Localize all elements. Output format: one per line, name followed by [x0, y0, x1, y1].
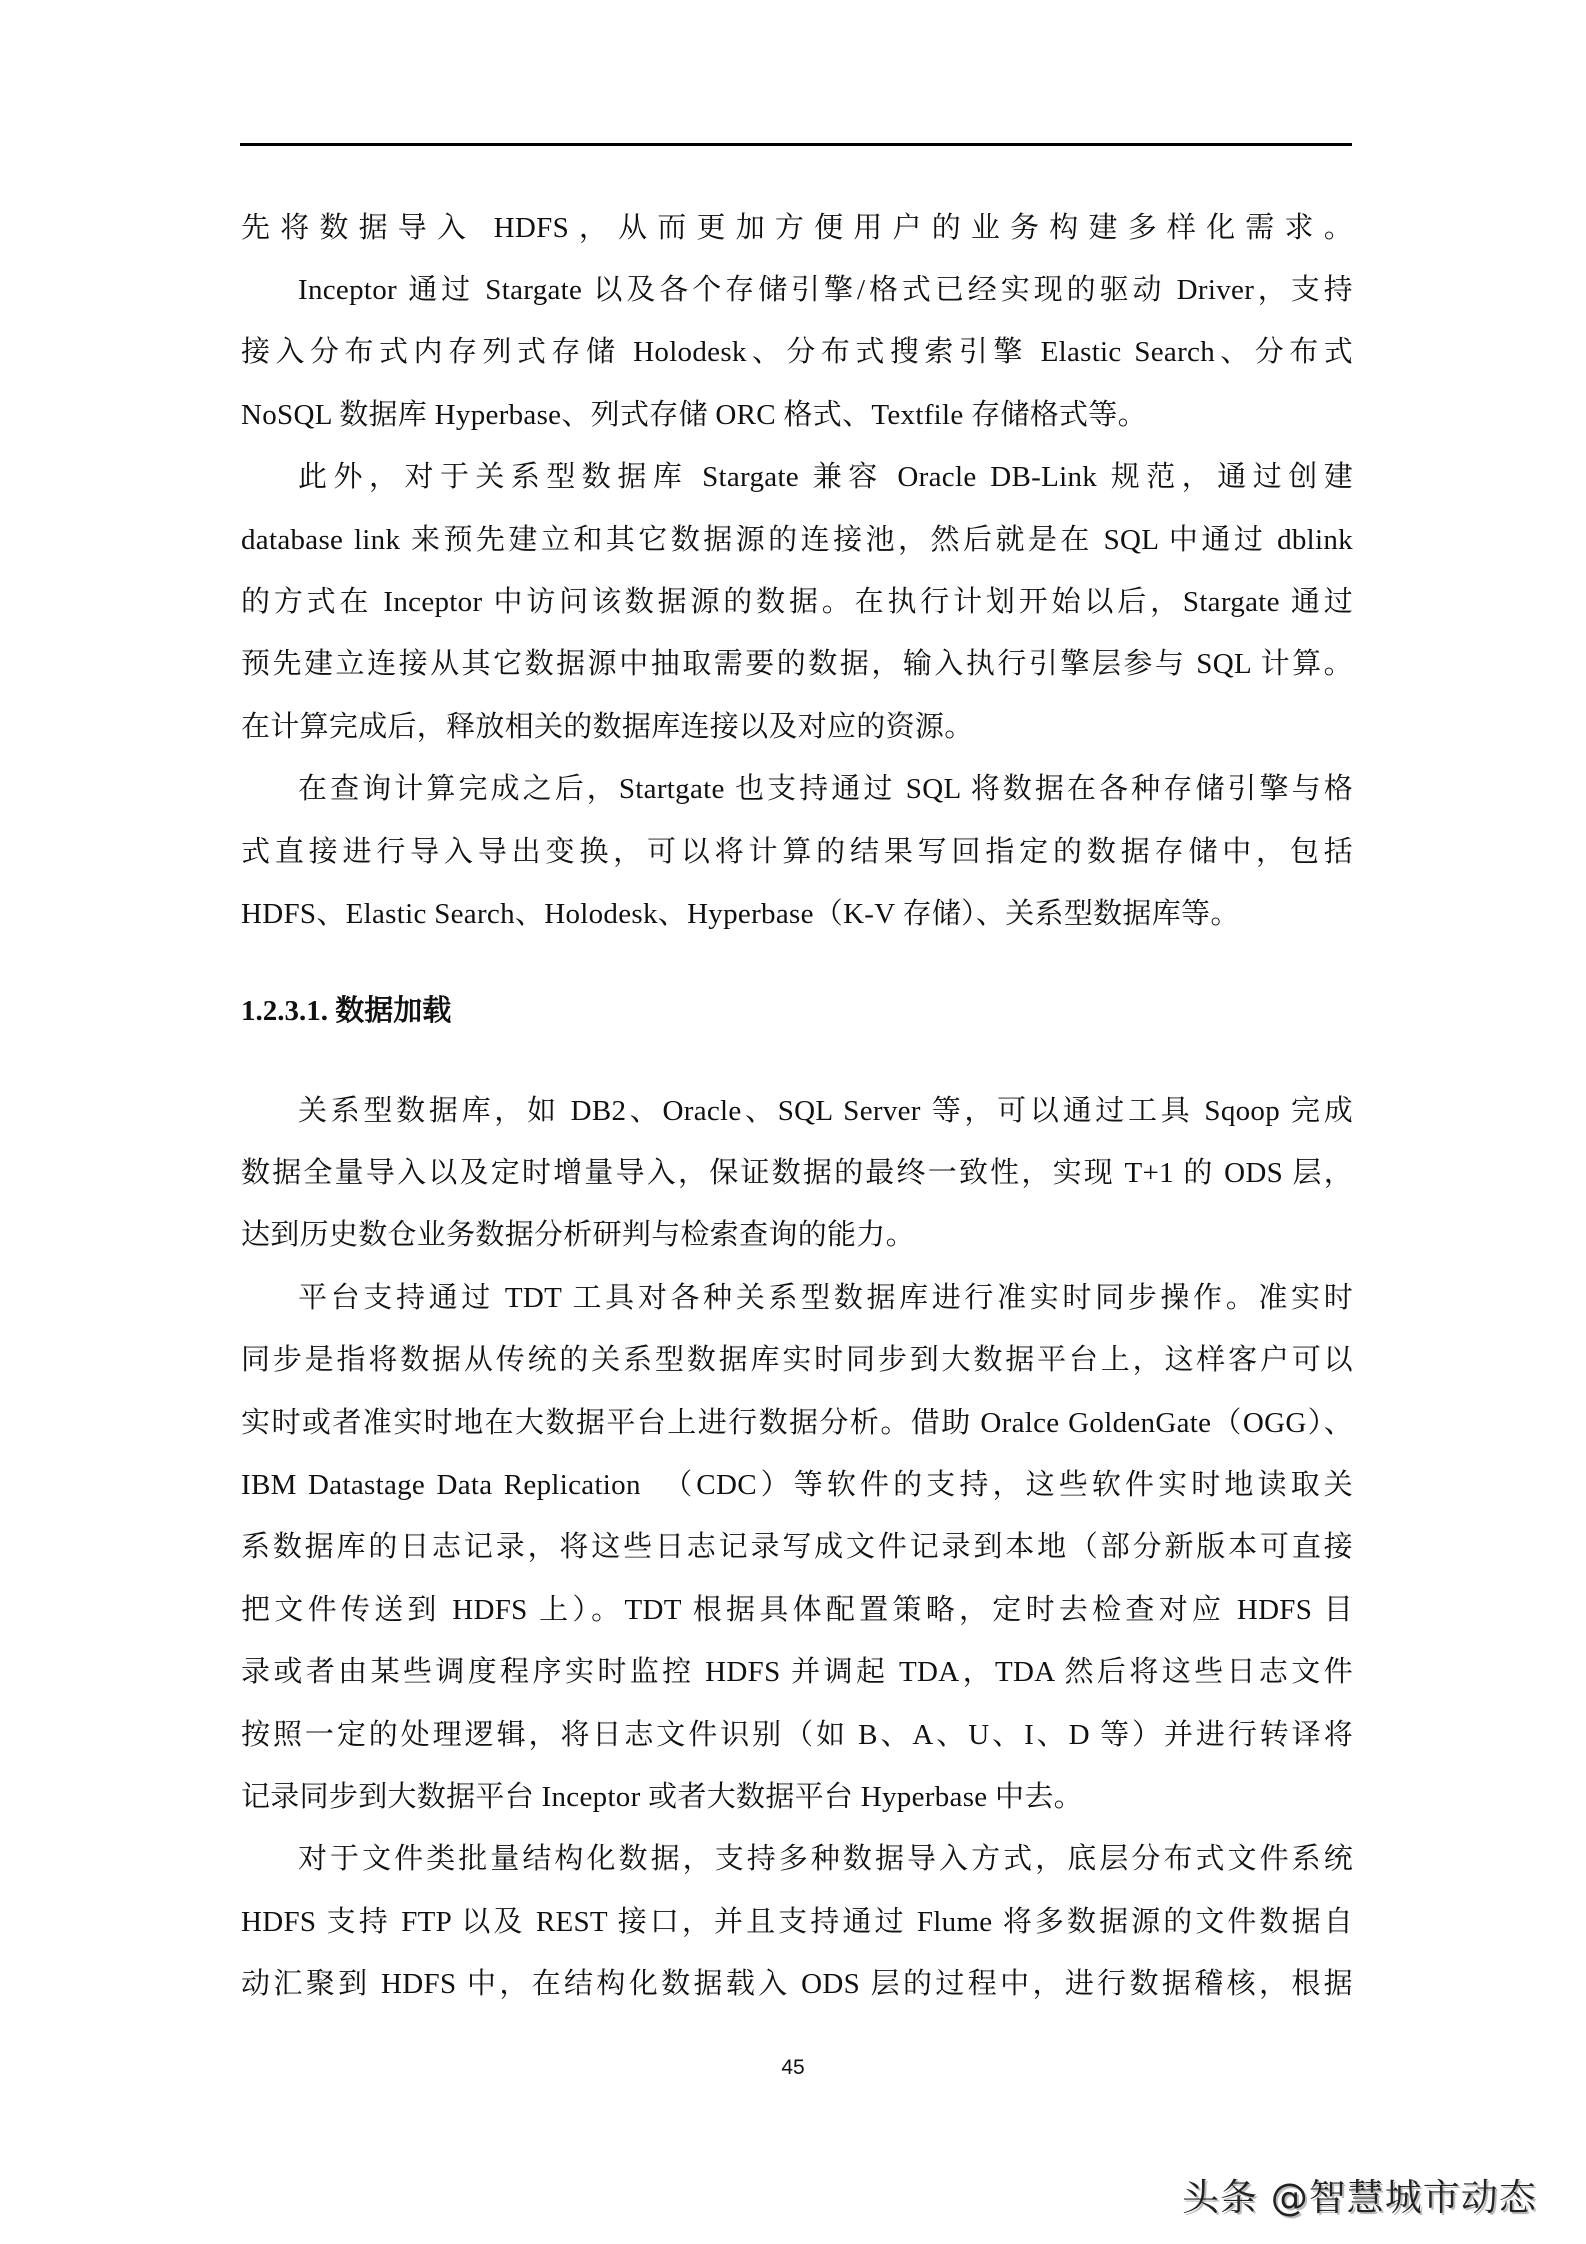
body-line: NoSQL 数据库 Hyperbase、列式存储 ORC 格式、Textfile 存储格式等。 — [241, 399, 1147, 431]
body-line: 接入分布式内存列式存储 Holodesk、分布式搜索引擎 Elastic Search、分布式 — [241, 336, 1353, 368]
body-line: Inceptor 通过 Stargate 以及各个存储引擎/格式已经实现的驱动 Driver，支持 — [298, 274, 1353, 306]
body-line: IBM Datastage Data Replication （CDC）等软件的支持，这些软件实时地读取关 — [241, 1469, 1353, 1501]
body-line: 录或者由某些调度程序实时监控 HDFS 并调起 TDA，TDA 然后将这些日志文件 — [241, 1656, 1353, 1688]
body-line: 把文件传送到 HDFS 上）。TDT 根据具体配置策略，定时去检查对应 HDFS 目 — [241, 1594, 1353, 1626]
body-line: 此外，对于关系型数据库 Stargate 兼容 Oracle DB-Link 规范，通过创建 — [298, 461, 1353, 493]
body-line: 的方式在 Inceptor 中访问该数据源的数据。在执行计划开始以后，Stargate 通过 — [241, 586, 1353, 618]
body-line: 按照一定的处理逻辑，将日志文件识别（如 B、A、U、I、D 等）并进行转译将 — [241, 1719, 1353, 1751]
body-line: 对于文件类批量结构化数据，支持多种数据导入方式，底层分布式文件系统 — [298, 1843, 1353, 1875]
body-line: 达到历史数仓业务数据分析研判与检索查询的能力。 — [241, 1219, 915, 1251]
body-line: 式直接进行导入导出变换，可以将计算的结果写回指定的数据存储中，包括 — [241, 836, 1353, 868]
body-line: 先将数据导入 HDFS，从而更加方便用户的业务构建多样化需求。 — [241, 212, 1353, 244]
body-line: HDFS 支持 FTP 以及 REST 接口，并且支持通过 Flume 将多数据源的文件数据自 — [241, 1906, 1353, 1938]
watermark: 头条 @智慧城市动态 — [1182, 2176, 1537, 2219]
body-line: database link 来预先建立和其它数据源的连接池，然后就是在 SQL 中通过 dblink — [241, 524, 1353, 556]
body-line: 关系型数据库，如 DB2、Oracle、SQL Server 等，可以通过工具 Sqoop 完成 — [298, 1095, 1353, 1127]
body-line: 在计算完成后，释放相关的数据库连接以及对应的资源。 — [241, 711, 974, 743]
body-line: 平台支持通过 TDT 工具对各种关系型数据库进行准实时同步操作。准实时 — [298, 1282, 1353, 1314]
body-line: 数据全量导入以及定时增量导入，保证数据的最终一致性，实现 T+1 的 ODS 层， — [241, 1157, 1353, 1189]
body-line: 在查询计算完成之后，Startgate 也支持通过 SQL 将数据在各种存储引擎与格 — [298, 773, 1353, 805]
body-line: HDFS、Elastic Search、Holodesk、Hyperbase（K-V 存储）、关系型数据库等。 — [241, 898, 1240, 930]
section-heading: 1.2.3.1. 数据加载 — [241, 995, 452, 1027]
body-line: 同步是指将数据从传统的关系型数据库实时同步到大数据平台上，这样客户可以 — [241, 1344, 1353, 1376]
body-line: 实时或者准实时地在大数据平台上进行数据分析。借助 Oralce GoldenGate（OGG）、 — [241, 1407, 1353, 1439]
body-line: 系数据库的日志记录，将这些日志记录写成文件记录到本地（部分新版本可直接 — [241, 1531, 1353, 1563]
page-number: 45 — [781, 2056, 805, 2079]
header-rule — [240, 143, 1352, 146]
body-line: 预先建立连接从其它数据源中抽取需要的数据，输入执行引擎层参与 SQL 计算。 — [241, 648, 1353, 680]
body-line: 记录同步到大数据平台 Inceptor 或者大数据平台 Hyperbase 中去。 — [241, 1781, 1083, 1813]
body-line: 动汇聚到 HDFS 中，在结构化数据载入 ODS 层的过程中，进行数据稽核，根据 — [241, 1968, 1353, 2000]
